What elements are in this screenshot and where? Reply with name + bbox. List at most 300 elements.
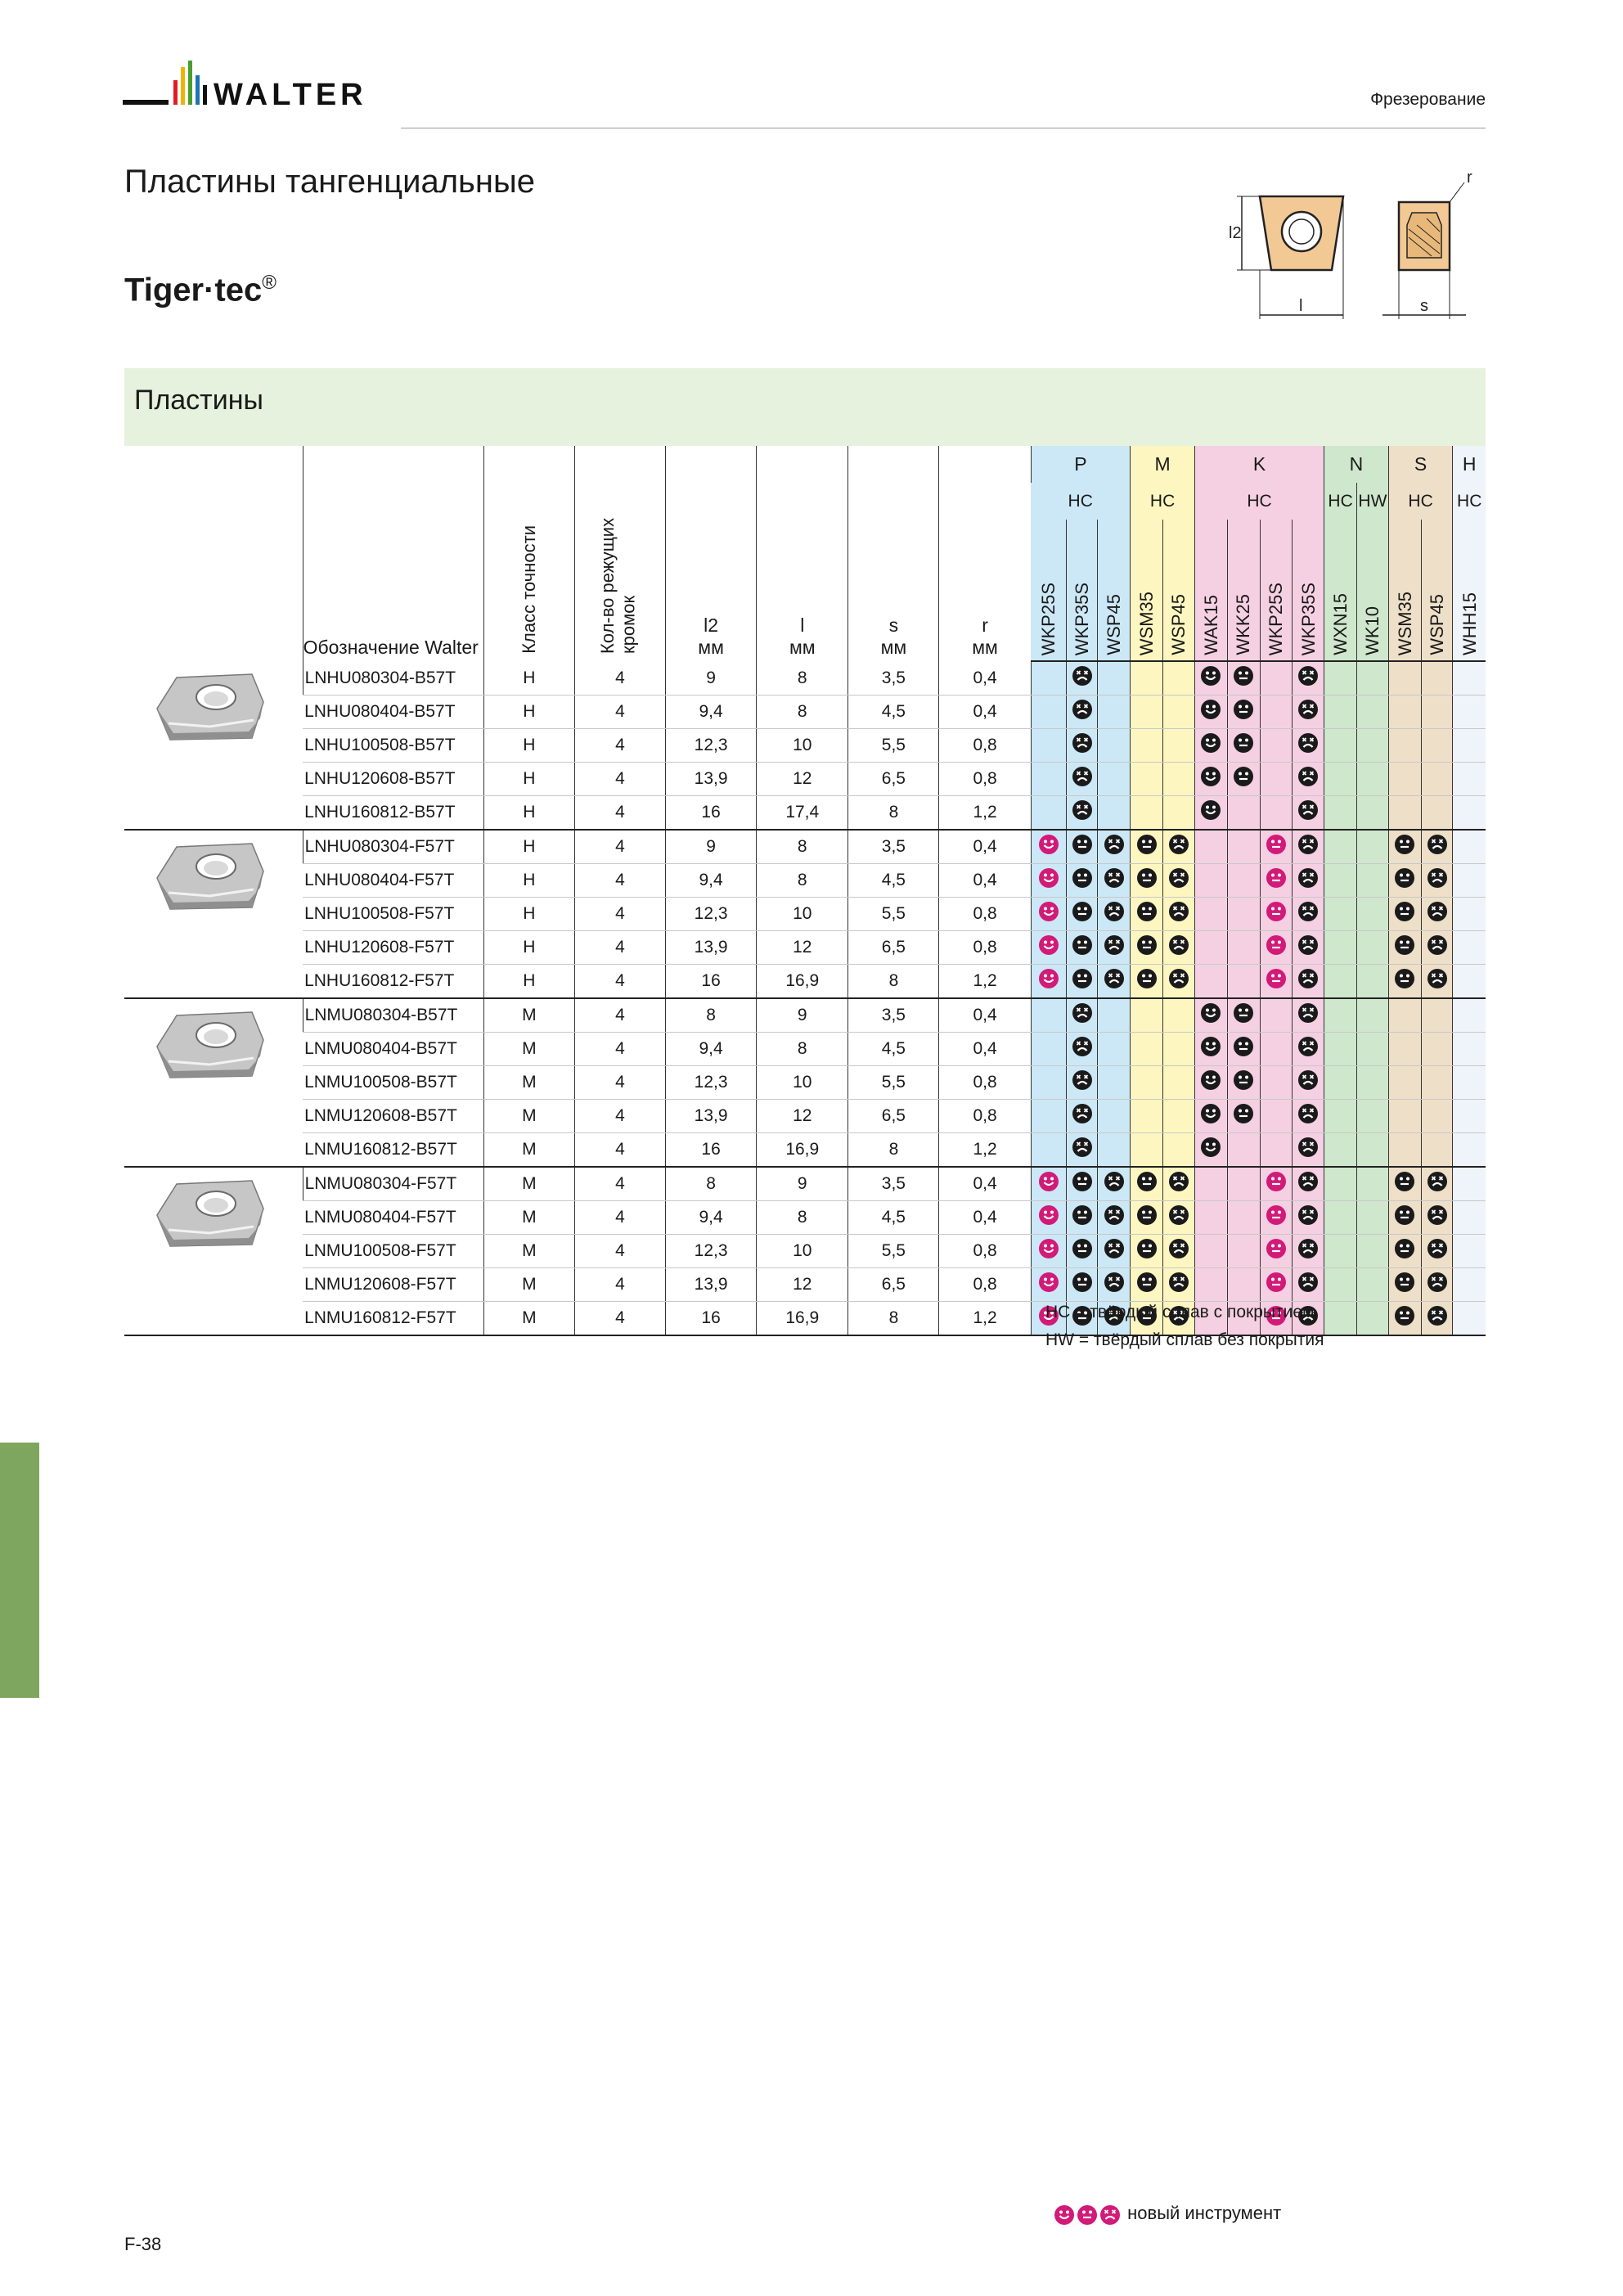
- l-header: [757, 446, 848, 661]
- edges-cell: 4: [574, 661, 665, 696]
- grade-suitability-cell: [1194, 661, 1227, 696]
- sad-face-icon: [1427, 1238, 1448, 1264]
- table-row: [124, 1268, 1486, 1302]
- edges-cell: 4: [574, 965, 665, 999]
- group-k-header: K: [1194, 446, 1324, 483]
- edges-cell: 4: [574, 1100, 665, 1133]
- grade-label: WHH15: [1459, 592, 1480, 655]
- grade-suitability-cell: [1227, 931, 1260, 965]
- grade-suitability-cell: [1260, 965, 1293, 999]
- sad-face-icon: [1297, 699, 1319, 725]
- grade-suitability-cell: [1260, 763, 1293, 796]
- grade-suitability-cell: [1453, 830, 1486, 864]
- neutral-face-icon: [1072, 1171, 1093, 1197]
- grade-suitability-cell: [1066, 729, 1098, 763]
- grade-suitability-cell: [1293, 1268, 1324, 1302]
- grade-suitability-cell: [1421, 965, 1453, 999]
- tolerance-cell: H: [483, 931, 574, 965]
- neutral-face-icon: [1233, 1069, 1254, 1096]
- group-m-substrate: HC: [1131, 483, 1195, 520]
- s-cell: 6,5: [848, 763, 939, 796]
- group-s-substrate: HC: [1388, 483, 1453, 520]
- grade-suitability-cell: [1031, 1235, 1066, 1268]
- footnote-hc: HC = твёрдый сплав с покрытием: [1045, 1303, 1315, 1321]
- l-cell: 8: [757, 661, 848, 696]
- grade-suitability-cell: [1357, 864, 1389, 898]
- grade-suitability-cell: [1453, 864, 1486, 898]
- grade-suitability-cell: [1357, 931, 1389, 965]
- grade-header: [1163, 520, 1195, 661]
- insert-photo-icon: [124, 1007, 303, 1091]
- grade-suitability-cell: [1388, 1133, 1421, 1168]
- group-s-header: S: [1388, 446, 1453, 483]
- grade-suitability-cell: [1357, 763, 1389, 796]
- grade-suitability-cell: [1066, 864, 1098, 898]
- grade-suitability-cell: [1066, 1167, 1098, 1201]
- l-cell: 10: [757, 1066, 848, 1100]
- sad-face-icon: [1168, 867, 1189, 894]
- edges-cell: 4: [574, 998, 665, 1033]
- grade-header: [1194, 520, 1227, 661]
- grade-suitability-cell: [1324, 1133, 1357, 1168]
- sad-face-icon: [1297, 799, 1319, 826]
- grade-suitability-cell: [1163, 1235, 1195, 1268]
- grade-suitability-cell: [1066, 1133, 1098, 1168]
- grade-suitability-cell: [1194, 729, 1227, 763]
- grade-header: [1293, 520, 1324, 661]
- neutral-face-icon: [1072, 867, 1093, 894]
- designation-cell: LNHU100508-F57T: [303, 898, 483, 931]
- grade-suitability-cell: [1194, 1133, 1227, 1168]
- grade-suitability-cell: [1031, 696, 1066, 729]
- table-row: [124, 998, 1486, 1033]
- grade-suitability-cell: [1031, 1201, 1066, 1235]
- grade-suitability-cell: [1421, 931, 1453, 965]
- grade-suitability-cell: [1260, 1201, 1293, 1235]
- designation-cell: LNHU160812-B57T: [303, 796, 483, 831]
- sad-face-icon: [1297, 867, 1319, 894]
- l2-cell: 13,9: [666, 763, 757, 796]
- grade-suitability-cell: [1453, 1235, 1486, 1268]
- l-cell: 8: [757, 1033, 848, 1066]
- l2-cell: 8: [666, 998, 757, 1033]
- happy-face-icon: [1038, 934, 1059, 961]
- grade-suitability-cell: [1324, 1201, 1357, 1235]
- l2-cell: 8: [666, 1167, 757, 1201]
- designation-cell: LNMU080304-B57T: [303, 998, 483, 1033]
- neutral-face-icon: [1394, 1305, 1415, 1331]
- grade-suitability-cell: [1421, 1100, 1453, 1133]
- grade-suitability-cell: [1293, 965, 1324, 999]
- l-unit: мм: [789, 636, 816, 658]
- grade-suitability-cell: [1388, 1033, 1421, 1066]
- grade-suitability-cell: [1131, 1033, 1163, 1066]
- grade-header: [1357, 520, 1389, 661]
- grade-suitability-cell: [1066, 1201, 1098, 1235]
- happy-face-icon: [1054, 2204, 1077, 2226]
- r-cell: 1,2: [939, 1302, 1031, 1336]
- grade-suitability-cell: [1453, 898, 1486, 931]
- grade-suitability-cell: [1163, 1033, 1195, 1066]
- r-cell: 0,8: [939, 729, 1031, 763]
- new-tool-legend-text: новый инструмент: [1127, 2203, 1282, 2223]
- neutral-face-icon: [1233, 1103, 1254, 1129]
- r-header: [939, 446, 1031, 661]
- tolerance-cell: H: [483, 796, 574, 831]
- group-m-header: M: [1131, 446, 1195, 483]
- group-n-substrate-hc: HC: [1324, 483, 1357, 520]
- grade-suitability-cell: [1260, 696, 1293, 729]
- tolerance-cell: H: [483, 763, 574, 796]
- group-h-substrate: HC: [1453, 483, 1486, 520]
- grade-suitability-cell: [1260, 864, 1293, 898]
- sad-face-icon: [1072, 1103, 1093, 1129]
- s-cell: 5,5: [848, 1235, 939, 1268]
- grade-suitability-cell: [1131, 864, 1163, 898]
- r-cell: 0,8: [939, 1066, 1031, 1100]
- grade-suitability-cell: [1293, 729, 1324, 763]
- grade-suitability-cell: [1163, 661, 1195, 696]
- sad-face-icon: [1297, 1204, 1319, 1231]
- grade-suitability-cell: [1131, 998, 1163, 1033]
- l2-cell: 12,3: [666, 729, 757, 763]
- r-cell: 0,8: [939, 1235, 1031, 1268]
- grade-suitability-cell: [1293, 763, 1324, 796]
- l2-cell: 13,9: [666, 1100, 757, 1133]
- sad-face-icon: [1104, 934, 1125, 961]
- table-row: [124, 931, 1486, 965]
- r-cell: 0,8: [939, 1268, 1031, 1302]
- grade-suitability-cell: [1324, 1268, 1357, 1302]
- l-cell: 8: [757, 1201, 848, 1235]
- grade-label: WSP45: [1426, 594, 1447, 655]
- grade-suitability-cell: [1194, 1268, 1227, 1302]
- grade-suitability-cell: [1227, 1201, 1260, 1235]
- table-row: [124, 898, 1486, 931]
- sad-face-icon: [1104, 1238, 1125, 1264]
- neutral-face-icon: [1233, 766, 1254, 792]
- grade-suitability-cell: [1357, 1268, 1389, 1302]
- grade-suitability-cell: [1098, 1268, 1131, 1302]
- neutral-face-icon: [1136, 867, 1158, 894]
- grade-label: WSM35: [1394, 591, 1415, 655]
- sad-face-icon: [1297, 1103, 1319, 1129]
- neutral-face-icon: [1233, 1036, 1254, 1062]
- grade-suitability-cell: [1453, 763, 1486, 796]
- grade-suitability-cell: [1098, 898, 1131, 931]
- grade-header: [1098, 520, 1131, 661]
- grade-suitability-cell: [1293, 1066, 1324, 1100]
- s-cell: 3,5: [848, 1167, 939, 1201]
- dim-l-label: l: [1299, 297, 1303, 315]
- l-cell: 16,9: [757, 1133, 848, 1168]
- grade-suitability-cell: [1357, 696, 1389, 729]
- grade-suitability-cell: [1421, 1167, 1453, 1201]
- s-unit: мм: [880, 636, 907, 658]
- happy-face-icon: [1200, 766, 1221, 792]
- neutral-face-icon: [1266, 968, 1287, 994]
- neutral-face-icon: [1072, 1204, 1093, 1231]
- grade-suitability-cell: [1163, 864, 1195, 898]
- s-cell: 3,5: [848, 830, 939, 864]
- grade-suitability-cell: [1163, 998, 1195, 1033]
- brand-title: [124, 272, 276, 308]
- sad-face-icon: [1104, 1204, 1125, 1231]
- l-cell: 9: [757, 1167, 848, 1201]
- grade-suitability-cell: [1227, 1066, 1260, 1100]
- grade-suitability-cell: [1227, 763, 1260, 796]
- sad-face-icon: [1104, 1171, 1125, 1197]
- s-cell: 3,5: [848, 661, 939, 696]
- sad-face-icon: [1427, 968, 1448, 994]
- grade-suitability-cell: [1324, 830, 1357, 864]
- s-cell: 4,5: [848, 1033, 939, 1066]
- grade-suitability-cell: [1131, 1167, 1163, 1201]
- grade-suitability-cell: [1194, 830, 1227, 864]
- l2-cell: 16: [666, 796, 757, 831]
- l2-cell: 16: [666, 1302, 757, 1336]
- sad-face-icon: [1297, 901, 1319, 927]
- l-cell: 16,9: [757, 1302, 848, 1336]
- grade-suitability-cell: [1388, 1201, 1421, 1235]
- grade-suitability-cell: [1453, 931, 1486, 965]
- footnote-hw: HW = твёрдый сплав без покрытия: [1045, 1330, 1324, 1349]
- grade-suitability-cell: [1388, 696, 1421, 729]
- neutral-face-icon: [1394, 834, 1415, 860]
- neutral-face-icon: [1136, 1204, 1158, 1231]
- grade-suitability-cell: [1066, 1033, 1098, 1066]
- grade-suitability-cell: [1194, 864, 1227, 898]
- tolerance-cell: H: [483, 830, 574, 864]
- grade-suitability-cell: [1324, 931, 1357, 965]
- new-tool-legend: [1054, 2203, 1281, 2226]
- l-cell: 8: [757, 864, 848, 898]
- grade-suitability-cell: [1293, 1201, 1324, 1235]
- grade-suitability-cell: [1227, 796, 1260, 831]
- grade-header: [1131, 520, 1163, 661]
- chapter-side-tab: [0, 1443, 39, 1698]
- logo-wordmark: WALTER: [214, 78, 367, 112]
- sad-face-icon: [1297, 732, 1319, 759]
- grade-suitability-cell: [1227, 830, 1260, 864]
- l2-header: [666, 446, 757, 661]
- grade-suitability-cell: [1131, 1268, 1163, 1302]
- sad-face-icon: [1072, 665, 1093, 691]
- grade-suitability-cell: [1031, 931, 1066, 965]
- sad-face-icon: [1297, 1238, 1319, 1264]
- grade-suitability-cell: [1357, 796, 1389, 831]
- tolerance-cell: M: [483, 1268, 574, 1302]
- grade-suitability-cell: [1163, 965, 1195, 999]
- grade-suitability-cell: [1421, 763, 1453, 796]
- happy-face-icon: [1200, 699, 1221, 725]
- page-number: F-38: [124, 2234, 162, 2254]
- grade-suitability-cell: [1098, 1100, 1131, 1133]
- r-cell: 0,4: [939, 830, 1031, 864]
- grade-suitability-cell: [1066, 661, 1098, 696]
- grade-suitability-cell: [1066, 998, 1098, 1033]
- grade-label: WKP25S: [1037, 582, 1059, 655]
- r-cell: 1,2: [939, 965, 1031, 999]
- sad-face-icon: [1168, 834, 1189, 860]
- r-cell: 1,2: [939, 1133, 1031, 1168]
- edges-cell: 4: [574, 1066, 665, 1100]
- grade-suitability-cell: [1163, 1066, 1195, 1100]
- grade-suitability-cell: [1421, 1268, 1453, 1302]
- grade-suitability-cell: [1260, 1167, 1293, 1201]
- r-cell: 0,4: [939, 1167, 1031, 1201]
- grade-suitability-cell: [1031, 763, 1066, 796]
- l2-cell: 12,3: [666, 1066, 757, 1100]
- grade-suitability-cell: [1293, 998, 1324, 1033]
- grade-suitability-cell: [1131, 1133, 1163, 1168]
- neutral-face-icon: [1266, 1238, 1287, 1264]
- grade-suitability-cell: [1163, 1268, 1195, 1302]
- l-header-label: l: [800, 615, 805, 637]
- grade-suitability-cell: [1260, 998, 1293, 1033]
- sad-face-icon: [1297, 968, 1319, 994]
- grade-suitability-cell: [1324, 898, 1357, 931]
- neutral-face-icon: [1266, 1171, 1287, 1197]
- sad-face-icon: [1427, 901, 1448, 927]
- l2-cell: 16: [666, 1133, 757, 1168]
- neutral-face-icon: [1072, 901, 1093, 927]
- grade-suitability-cell: [1227, 864, 1260, 898]
- grade-header: [1066, 520, 1098, 661]
- s-cell: 8: [848, 1302, 939, 1336]
- sad-face-icon: [1104, 834, 1125, 860]
- happy-face-icon: [1038, 867, 1059, 894]
- grade-suitability-cell: [1293, 1235, 1324, 1268]
- walter-logo: [123, 61, 401, 126]
- grade-suitability-cell: [1031, 1033, 1066, 1066]
- grade-suitability-cell: [1357, 661, 1389, 696]
- banner-title: Пластины: [134, 385, 263, 416]
- tolerance-cell: M: [483, 1235, 574, 1268]
- tolerance-cell: H: [483, 898, 574, 931]
- happy-face-icon: [1200, 1137, 1221, 1163]
- grade-suitability-cell: [1194, 796, 1227, 831]
- grade-suitability-cell: [1357, 1235, 1389, 1268]
- sad-face-icon: [1427, 1305, 1448, 1331]
- table-row: [124, 1201, 1486, 1235]
- sad-face-icon: [1072, 799, 1093, 826]
- edges-cell: 4: [574, 898, 665, 931]
- grade-suitability-cell: [1453, 796, 1486, 831]
- designation-cell: LNHU080404-F57T: [303, 864, 483, 898]
- l2-cell: 9: [666, 830, 757, 864]
- happy-face-icon: [1200, 1069, 1221, 1096]
- grade-suitability-cell: [1421, 696, 1453, 729]
- grade-suitability-cell: [1031, 1066, 1066, 1100]
- brand-name: Tiger·tec: [124, 272, 263, 308]
- edges-cell: 4: [574, 1167, 665, 1201]
- grade-suitability-cell: [1098, 830, 1131, 864]
- l-cell: 12: [757, 1268, 848, 1302]
- sad-face-icon: [1072, 1137, 1093, 1163]
- grade-suitability-cell: [1324, 965, 1357, 999]
- grade-suitability-cell: [1324, 661, 1357, 696]
- sad-face-icon: [1297, 1069, 1319, 1096]
- designation-cell: LNHU100508-B57T: [303, 729, 483, 763]
- grade-label: WKP35S: [1071, 582, 1092, 655]
- grade-suitability-cell: [1388, 729, 1421, 763]
- l-cell: 17,4: [757, 796, 848, 831]
- grade-suitability-cell: [1388, 1302, 1421, 1336]
- designation-cell: LNHU120608-B57T: [303, 763, 483, 796]
- grade-suitability-cell: [1421, 796, 1453, 831]
- l2-cell: 16: [666, 965, 757, 999]
- insert-image: [124, 998, 303, 1167]
- table-row: [124, 864, 1486, 898]
- designation-cell: LNMU120608-B57T: [303, 1100, 483, 1133]
- edges-header-text: Кол-во режущих кромок: [596, 517, 639, 654]
- neutral-face-icon: [1233, 1002, 1254, 1029]
- sad-face-icon: [1072, 699, 1093, 725]
- grade-suitability-cell: [1163, 729, 1195, 763]
- neutral-face-icon: [1266, 867, 1287, 894]
- sad-face-icon: [1297, 1272, 1319, 1298]
- grade-suitability-cell: [1421, 830, 1453, 864]
- grade-suitability-cell: [1324, 729, 1357, 763]
- grade-suitability-cell: [1194, 931, 1227, 965]
- l-cell: 8: [757, 830, 848, 864]
- grade-suitability-cell: [1453, 965, 1486, 999]
- grade-suitability-cell: [1388, 763, 1421, 796]
- grade-suitability-cell: [1260, 1100, 1293, 1133]
- grade-suitability-cell: [1227, 998, 1260, 1033]
- new-tool-icons: [1054, 2203, 1122, 2223]
- grade-suitability-cell: [1098, 998, 1131, 1033]
- insert-table: [124, 446, 1486, 1336]
- happy-face-icon: [1038, 1204, 1059, 1231]
- r-cell: 1,2: [939, 796, 1031, 831]
- neutral-face-icon: [1136, 1238, 1158, 1264]
- grade-suitability-cell: [1098, 1201, 1131, 1235]
- edges-cell: 4: [574, 696, 665, 729]
- grade-suitability-cell: [1194, 898, 1227, 931]
- grade-suitability-cell: [1066, 830, 1098, 864]
- grade-suitability-cell: [1324, 1167, 1357, 1201]
- grade-header: [1031, 520, 1066, 661]
- neutral-face-icon: [1136, 1171, 1158, 1197]
- grade-suitability-cell: [1227, 965, 1260, 999]
- sad-face-icon: [1297, 1171, 1319, 1197]
- designation-cell: LNHU080404-B57T: [303, 696, 483, 729]
- table-row: [124, 696, 1486, 729]
- grade-suitability-cell: [1421, 1033, 1453, 1066]
- grade-suitability-cell: [1131, 965, 1163, 999]
- designation-cell: LNHU080304-B57T: [303, 661, 483, 696]
- grade-suitability-cell: [1324, 696, 1357, 729]
- tolerance-cell: M: [483, 1167, 574, 1201]
- l-cell: 12: [757, 763, 848, 796]
- grade-suitability-cell: [1453, 1201, 1486, 1235]
- table-row: [124, 1167, 1486, 1201]
- edges-cell: 4: [574, 1133, 665, 1168]
- grade-header: [1453, 520, 1486, 661]
- grade-suitability-cell: [1031, 1100, 1066, 1133]
- designation-cell: LNMU080304-F57T: [303, 1167, 483, 1201]
- grade-label: WSP45: [1104, 594, 1125, 655]
- grade-suitability-cell: [1260, 1133, 1293, 1168]
- sad-face-icon: [1297, 934, 1319, 961]
- sad-face-icon: [1427, 934, 1448, 961]
- s-header-label: s: [888, 615, 899, 637]
- grade-suitability-cell: [1293, 830, 1324, 864]
- happy-face-icon: [1038, 1171, 1059, 1197]
- happy-face-icon: [1200, 732, 1221, 759]
